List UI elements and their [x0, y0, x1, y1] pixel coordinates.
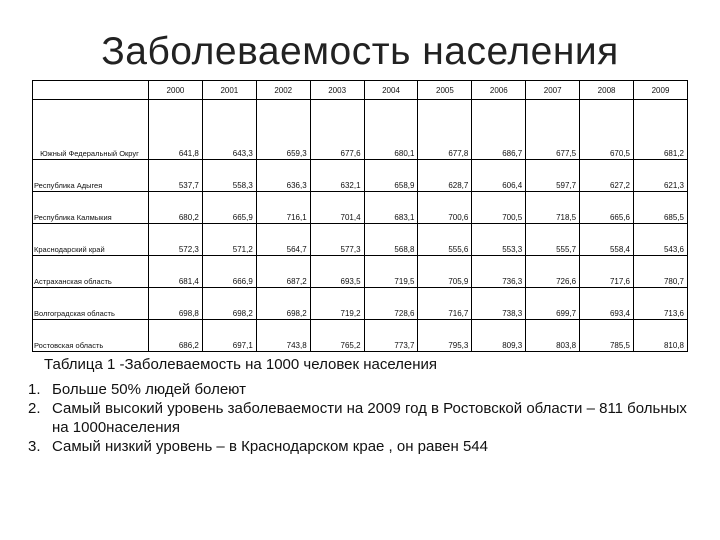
rate-cell: 728,6: [364, 288, 418, 320]
rate-cell: 666,9: [202, 256, 256, 288]
rate-cell: 680,1: [364, 100, 418, 160]
rate-cell: 641,8: [149, 100, 203, 160]
region-name: Астраханская область: [33, 256, 149, 288]
rate-cell: 680,2: [149, 192, 203, 224]
rate-cell: 717,6: [580, 256, 634, 288]
year-header: 2003: [310, 81, 364, 100]
rate-cell: 627,2: [580, 160, 634, 192]
rate-cell: 803,8: [526, 320, 580, 352]
region-name: Ростовская область: [33, 320, 149, 352]
rate-cell: 553,3: [472, 224, 526, 256]
year-header: 2009: [634, 81, 688, 100]
table-row: [33, 100, 688, 160]
slide-title: Заболеваемость населения: [101, 30, 619, 73]
rate-cell: 726,6: [526, 256, 580, 288]
rate-cell: 718,5: [526, 192, 580, 224]
rate-cell: 681,2: [634, 100, 688, 160]
rate-cell: 687,2: [256, 256, 310, 288]
rate-cell: 716,7: [418, 288, 472, 320]
conclusion-item: [28, 380, 698, 399]
year-header: 2006: [472, 81, 526, 100]
rate-cell: 698,2: [202, 288, 256, 320]
rate-cell: 632,1: [310, 160, 364, 192]
corner-cell: [33, 81, 149, 100]
rate-cell: 693,4: [580, 288, 634, 320]
rate-cell: 697,1: [202, 320, 256, 352]
rate-cell: 699,7: [526, 288, 580, 320]
rate-cell: 636,3: [256, 160, 310, 192]
rate-cell: 577,3: [310, 224, 364, 256]
rate-cell: 658,9: [364, 160, 418, 192]
conclusion-number: 2.: [28, 400, 41, 417]
rate-cell: 558,3: [202, 160, 256, 192]
table-row: [33, 192, 688, 224]
region-name: Краснодарский край: [33, 224, 149, 256]
conclusion-text: Самый высокий уровень заболеваемости на 2009 год в Ростовской области – 811 больных на 1000населения: [52, 400, 687, 436]
conclusion-text: Больше 50% людей болеют: [52, 381, 246, 398]
rate-cell: 568,8: [364, 224, 418, 256]
rate-cell: 628,7: [418, 160, 472, 192]
rate-cell: 773,7: [364, 320, 418, 352]
table-row: [33, 256, 688, 288]
rate-cell: 713,6: [634, 288, 688, 320]
rate-cell: 564,7: [256, 224, 310, 256]
rate-cell: 677,8: [418, 100, 472, 160]
year-header: 2002: [256, 81, 310, 100]
conclusion-number: 3.: [28, 438, 41, 455]
region-name: Южный Федеральный Округ: [33, 100, 149, 160]
rate-cell: 716,1: [256, 192, 310, 224]
rate-cell: 719,5: [364, 256, 418, 288]
rate-cell: 765,2: [310, 320, 364, 352]
rate-cell: 743,8: [256, 320, 310, 352]
rate-cell: 700,6: [418, 192, 472, 224]
rate-cell: 543,6: [634, 224, 688, 256]
rate-cell: 665,6: [580, 192, 634, 224]
rate-cell: 643,3: [202, 100, 256, 160]
year-header: 2008: [580, 81, 634, 100]
conclusion-item: [28, 399, 698, 437]
rate-cell: 785,5: [580, 320, 634, 352]
rate-cell: 701,4: [310, 192, 364, 224]
rate-cell: 606,4: [472, 160, 526, 192]
rate-cell: 693,5: [310, 256, 364, 288]
rate-cell: 685,5: [634, 192, 688, 224]
rate-cell: 700,5: [472, 192, 526, 224]
rate-cell: 705,9: [418, 256, 472, 288]
conclusion-item: [28, 437, 698, 456]
rate-cell: 780,7: [634, 256, 688, 288]
rate-cell: 698,2: [256, 288, 310, 320]
table-row: [33, 320, 688, 352]
year-header: 2000: [149, 81, 203, 100]
region-name: Республика Калмыкия: [33, 192, 149, 224]
table-row: [33, 160, 688, 192]
year-header-row: [33, 81, 688, 100]
table-row: [33, 224, 688, 256]
rate-cell: 736,3: [472, 256, 526, 288]
rate-cell: 555,6: [418, 224, 472, 256]
table-body: [33, 100, 688, 352]
rate-cell: 809,3: [472, 320, 526, 352]
rate-cell: 686,2: [149, 320, 203, 352]
table-row: [33, 288, 688, 320]
rate-cell: 677,5: [526, 100, 580, 160]
conclusion-number: 1.: [28, 381, 41, 398]
region-name: Республика Адыгея: [33, 160, 149, 192]
year-header: 2001: [202, 81, 256, 100]
table-caption: Таблица 1 -Заболеваемость на 1000 человек населения: [44, 356, 438, 373]
rate-cell: 698,8: [149, 288, 203, 320]
rate-cell: 572,3: [149, 224, 203, 256]
rate-cell: 597,7: [526, 160, 580, 192]
rate-cell: 683,1: [364, 192, 418, 224]
rate-cell: 555,7: [526, 224, 580, 256]
rate-cell: 571,2: [202, 224, 256, 256]
rate-cell: 681,4: [149, 256, 203, 288]
rate-cell: 558,4: [580, 224, 634, 256]
rate-cell: 738,3: [472, 288, 526, 320]
year-header: 2005: [418, 81, 472, 100]
conclusions-list: [28, 380, 698, 456]
conclusion-text: Самый низкий уровень – в Краснодарском крае , он равен 544: [52, 438, 488, 455]
rate-cell: 795,3: [418, 320, 472, 352]
rate-cell: 810,8: [634, 320, 688, 352]
rate-cell: 677,6: [310, 100, 364, 160]
morbidity-table: [32, 80, 688, 352]
rate-cell: 621,3: [634, 160, 688, 192]
rate-cell: 659,3: [256, 100, 310, 160]
rate-cell: 665,9: [202, 192, 256, 224]
rate-cell: 686,7: [472, 100, 526, 160]
rate-cell: 719,2: [310, 288, 364, 320]
rate-cell: 537,7: [149, 160, 203, 192]
year-header: 2007: [526, 81, 580, 100]
region-name: Волгоградская область: [33, 288, 149, 320]
year-header: 2004: [364, 81, 418, 100]
rate-cell: 670,5: [580, 100, 634, 160]
